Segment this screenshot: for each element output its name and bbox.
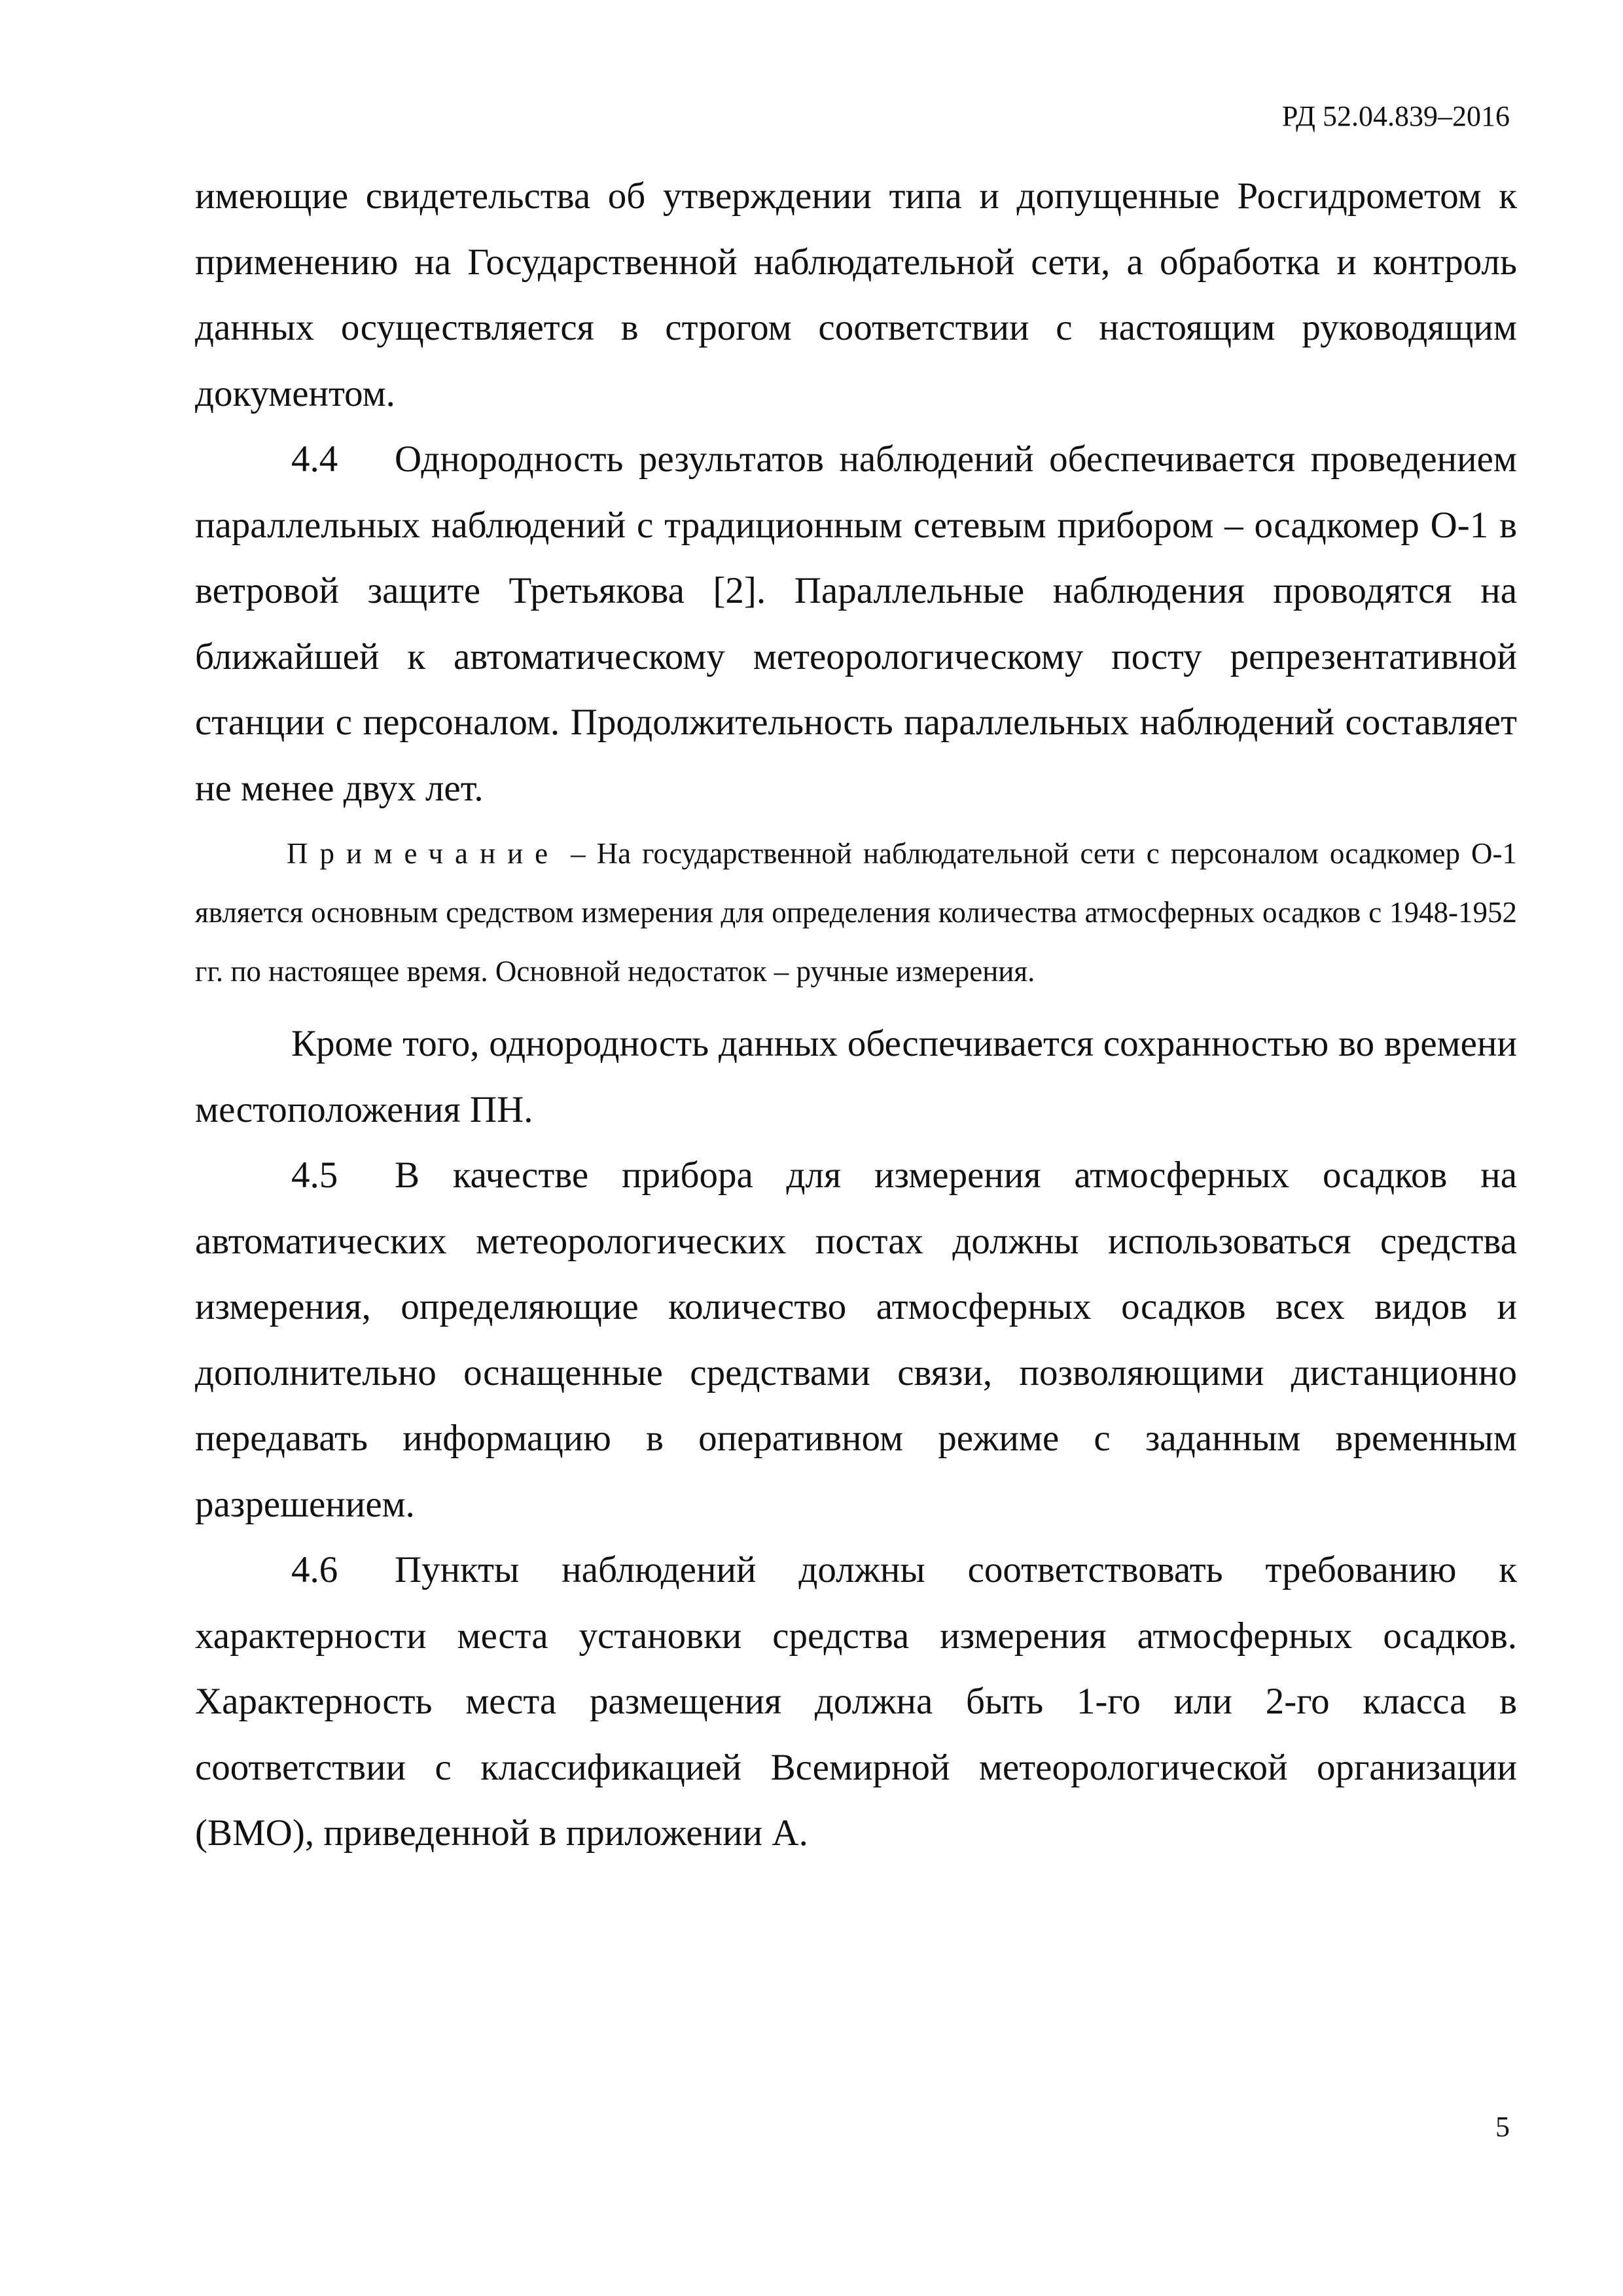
paragraph-4-5 bbox=[195, 1143, 1517, 1537]
note-paragraph bbox=[195, 824, 1517, 1001]
paragraph-4-4-text: Однородность результатов наблюдений обеспечивается проведением параллельных наблюдений с традиционным сетевым прибором – осадкомер О-1 в ветровой защите Третьякова [2]. Параллельные наблюдения проводятся на ближайшей к автоматическому метеорологическому посту репрезентативной станции с персоналом. Продолжительность параллельных наблюдений составляет не менее двух лет. bbox=[195, 439, 1517, 809]
paragraph-4-5-text: В качестве прибора для измерения атмосферных осадков на автоматических метеорологических постах должны использоваться средства измерения, определяющие количество атмосферных осадков всех видов и дополнительно оснащенные средствами связи, позволяющими дистанционно передавать информацию в оперативном режиме с заданным временным разрешением. bbox=[195, 1155, 1517, 1525]
paragraph-4-4 bbox=[195, 427, 1517, 821]
document-code-header: РД 52.04.839–2016 bbox=[1281, 100, 1510, 132]
paragraph-4-6-text: Пункты наблюдений должны соответствовать требованию к характерности места установки средства измерения атмосферных осадков. Характерность места размещения должна быть 1-го или 2-го класса в соответствии с классификацией Всемирной метеорологической организации (ВМО), приведенной в приложении А. bbox=[195, 1549, 1517, 1854]
note-text: – На государственной наблюдательной сети с персоналом осадкомер О-1 является основным средством измерения для определения количества атмосферных осадков с 1948-1952 гг. по настоящее время. Основной недостаток – ручные измерения. bbox=[195, 837, 1517, 988]
section-number-4-5: 4.5 bbox=[291, 1155, 338, 1196]
paragraph-continuation: имеющие свидетельства об утверждении типа и допущенные Росгидрометом к применению на Государственной наблюдательной сети, а обработка и контроль данных осуществляется в строгом соответствии с настоящим руководящим документом. bbox=[195, 175, 1517, 414]
note-label: Примечание bbox=[287, 837, 560, 870]
page-number: 5 bbox=[1495, 2111, 1510, 2143]
section-number-4-4: 4.4 bbox=[291, 439, 338, 480]
document-body bbox=[195, 164, 1517, 1867]
paragraph-homogeneity: Кроме того, однородность данных обеспечивается сохранностью во времени местоположения ПН. bbox=[195, 1023, 1517, 1130]
paragraph-4-6 bbox=[195, 1537, 1517, 1867]
section-number-4-6: 4.6 bbox=[291, 1549, 338, 1590]
